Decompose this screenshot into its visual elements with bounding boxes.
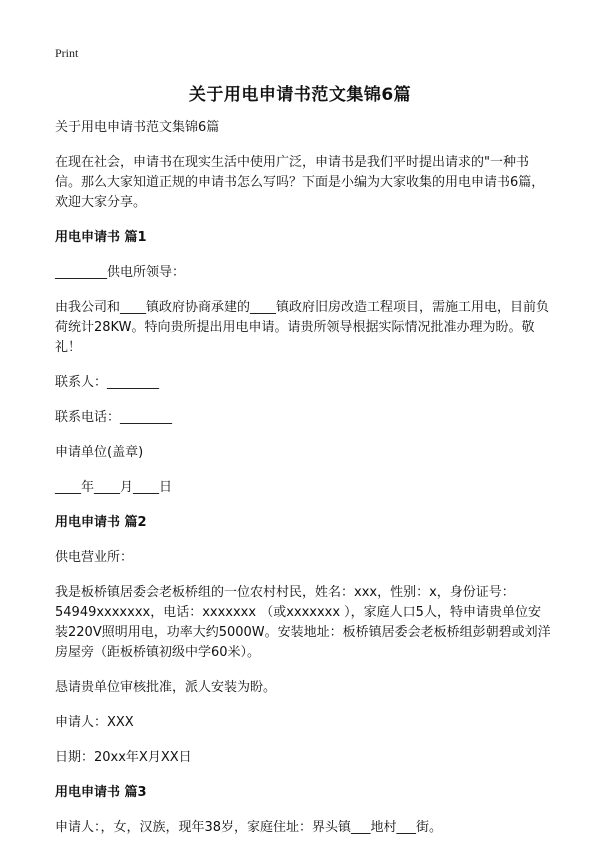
- section1-date: ____年____月____日: [55, 480, 173, 495]
- section1-contact-person: 联系人：________: [55, 375, 160, 390]
- section1-salutation: ________供电所领导：: [55, 265, 186, 280]
- section1-applicant-unit: 申请单位(盖章): [55, 445, 144, 460]
- section2-body: 我是板桥镇居委会老板桥组的一位农村村民，姓名：xxx，性别：x，身份证号：54949xxxxxxx，电话：xxxxxxx （或xxxxxxx ），家庭人口5人，特申请贵单位安装220V照明用电，功率大约5000W。安装地址：板桥镇居委会老板桥组彭朝碧或刘洋房屋旁（距板桥镇初级中学60米）。: [55, 585, 551, 660]
- section3-body: 申请人：，女，汉族，现年38岁，家庭住址：界头镇___地村___街。: [55, 820, 443, 835]
- section2-date: 日期：20xx年X月XX日: [55, 750, 192, 765]
- section1-heading: 用电申请书 篇1: [55, 230, 147, 245]
- section2-request: 恳请贵单位审核批准，派人安装为盼。: [55, 680, 277, 695]
- document-body: [55, 118, 553, 853]
- section2-salutation: 供电营业所：: [55, 550, 134, 565]
- intro-paragraph: 在现在社会，申请书在现实生活中使用广泛，申请书是我们平时提出请求的"一种书信。那么大家知道正规的申请书怎么写吗？下面是小编为大家收集的用电申请书6篇，欢迎大家分享。: [55, 155, 545, 210]
- section3-heading: 用电申请书 篇3: [55, 785, 147, 800]
- section1-body: 由我公司和____镇政府协商承建的____镇政府旧房改造工程项目，需施工用电，目前负荷统计28KW。特向贵所提出用电申请。请贵所领导根据实际情况批准办理为盼。敬礼！: [55, 300, 550, 355]
- page-title: 关于用电申请书范文集锦6篇: [188, 85, 412, 105]
- section2-applicant: 申请人：XXX: [55, 715, 134, 730]
- section2-heading: 用电申请书 篇2: [55, 515, 147, 530]
- print-label: Print: [55, 46, 79, 60]
- document-subtitle: 关于用电申请书范文集锦6篇: [55, 120, 220, 135]
- section1-contact-phone: 联系电话：________: [55, 410, 173, 425]
